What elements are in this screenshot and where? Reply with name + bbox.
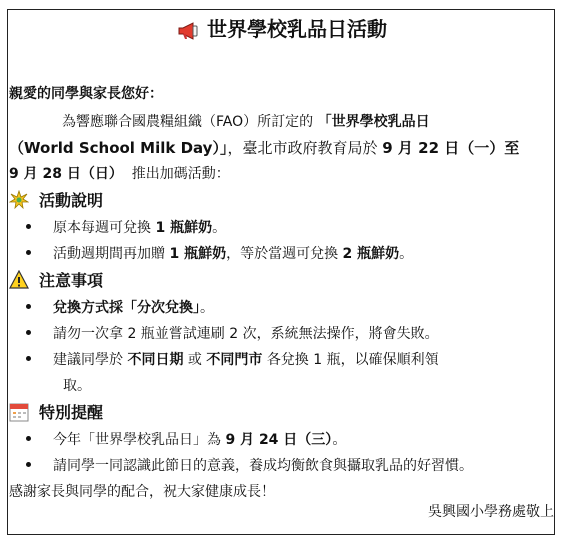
notes-item-3-cont: 取。 bbox=[63, 378, 91, 394]
intro-line-1: 為響應聯合國農糧組織（FAO）所訂定的 「世界學校乳品日 bbox=[62, 114, 430, 130]
bullet-dot bbox=[26, 330, 31, 335]
sparkle-icon bbox=[9, 190, 29, 210]
intro-line-3: 9 月 28 日（日） 推出加碼活動： bbox=[9, 166, 230, 182]
megaphone-icon bbox=[177, 20, 199, 46]
bullet-dot bbox=[26, 436, 31, 441]
greeting: 親愛的同學與家長您好： bbox=[9, 86, 163, 102]
bullet-dot bbox=[26, 224, 31, 229]
bullet-dot bbox=[26, 250, 31, 255]
signature: 吳興國小學務處敬上 bbox=[428, 504, 554, 520]
intro-line-2: （World School Milk Day）」，臺北市政府教育局於 9 月 22 日（一）至 bbox=[9, 139, 520, 157]
title-text: 世界學校乳品日活動 bbox=[207, 17, 387, 41]
notes-item-1: 兌換方式採「分次兌換」。 bbox=[26, 298, 214, 318]
notes-item-3: 建議同學於 不同日期 或 不同門市 各兌換 1 瓶，以確保順利領 bbox=[26, 350, 439, 370]
notes-heading: 注意事項 bbox=[9, 270, 103, 292]
bullet-dot bbox=[26, 462, 31, 467]
notice-title bbox=[0, 16, 564, 46]
warning-icon bbox=[9, 270, 29, 290]
reminder-item-2: 請同學一同認識此節日的意義，養成均衡飲食與攝取乳品的好習慣。 bbox=[26, 456, 473, 476]
activity-item-1: 原本每週可兌換 1 瓶鮮奶。 bbox=[26, 218, 226, 238]
reminder-item-1: 今年「世界學校乳品日」為 9 月 24 日（三）。 bbox=[26, 430, 346, 450]
calendar-icon bbox=[9, 402, 29, 422]
activity-heading: 活動說明 bbox=[9, 190, 103, 212]
activity-item-2: 活動週期間再加贈 1 瓶鮮奶，等於當週可兌換 2 瓶鮮奶。 bbox=[26, 244, 413, 264]
bullet-dot bbox=[26, 356, 31, 361]
notes-item-2: 請勿一次拿 2 瓶並嘗試連刷 2 次，系統無法操作，將會失敗。 bbox=[26, 324, 439, 344]
bullet-dot bbox=[26, 304, 31, 309]
reminder-heading: 特別提醒 bbox=[9, 402, 103, 424]
thanks-line: 感謝家長與同學的配合，祝大家健康成長！ bbox=[9, 484, 275, 500]
